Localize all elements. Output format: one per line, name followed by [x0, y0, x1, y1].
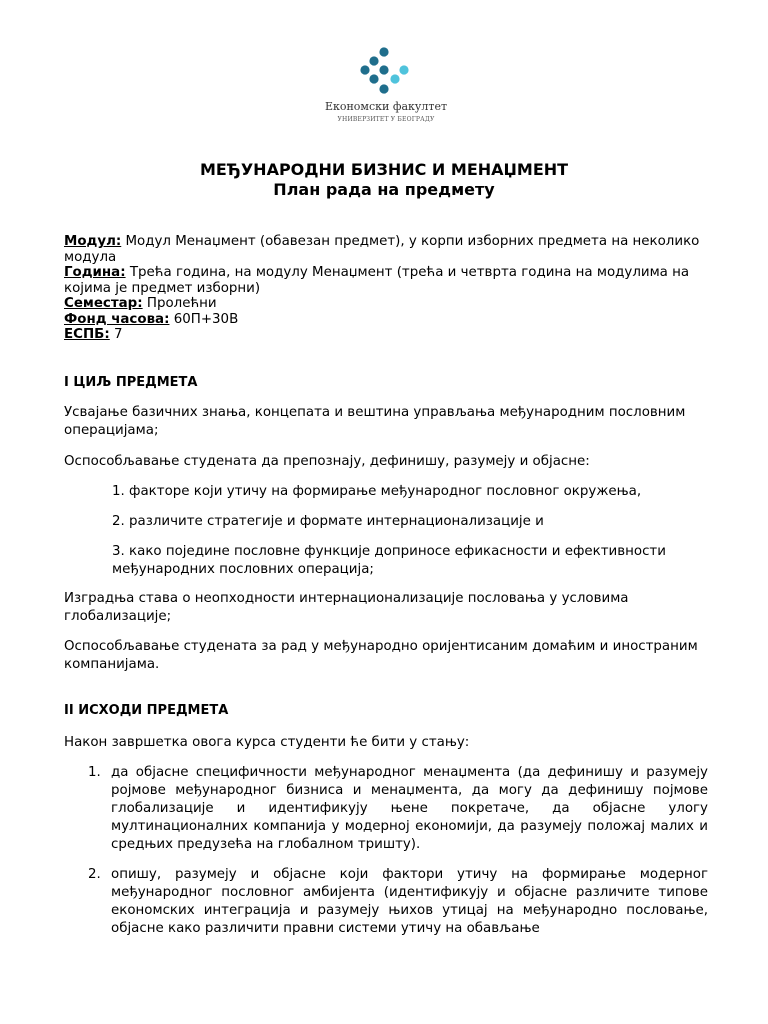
- section-goal-heading: I ЦИЉ ПРЕДМЕТА: [64, 375, 198, 390]
- outcomes-intro: Након завршетка овога курса студенти ће бити у стању:: [64, 735, 470, 750]
- logo-subtitle: УНИВЕРЗИТЕТ У БЕОГРАДУ: [337, 116, 435, 123]
- course-meta: [64, 234, 708, 343]
- goal-item-3: 3. како поједине пословне функције доприносе ефикасности и ефективности међународних пословних операција;: [112, 544, 666, 577]
- goal-item-1: 1. факторе који утичу на формирање међународног пословног окружења,: [112, 484, 642, 499]
- meta-ects: [64, 327, 708, 343]
- goal-paragraph-2: Оспособљавање студената да препознају, дефинишу, разумеју и објасне:: [64, 454, 590, 469]
- semester-label: Семестар:: [64, 296, 143, 311]
- logo-name: Економски факултет: [324, 100, 448, 113]
- ects-value: 7: [109, 327, 123, 342]
- course-subtitle: План рада на предмету: [273, 180, 495, 199]
- outcomes-list: [64, 764, 708, 950]
- goal-paragraph-4: Оспособљавање студената за рад у међународно оријентисаним домаћим и иностраним компанијама.: [64, 639, 698, 672]
- year-value: Трећа година, на модулу Менаџмент (трећа и четврта година на модулима на којима је предмет изборни): [64, 265, 690, 296]
- meta-module: [64, 234, 708, 265]
- ects-label: ЕСПБ:: [64, 327, 110, 342]
- goal-paragraph-3: Изградња става о неопходности интернационализације пословања у условима глобализације;: [64, 591, 629, 624]
- section-outcomes-heading: II ИСХОДИ ПРЕДМЕТА: [64, 703, 229, 718]
- meta-semester: [64, 296, 708, 312]
- list-item-text: опишу, разумеју и објасне који фактори утичу на формирање модерног међународног пословног амбијента (идентификују и објасне различите типове економских интеграција и разумеју њихов утицај на међународно пословање, објасне како различити правни системи утичу на обављање: [111, 867, 708, 936]
- list-item: [64, 764, 708, 854]
- goal-item-2: 2. различите стратегије и формате интернационализације и: [112, 514, 544, 529]
- list-item-number: 2.: [88, 867, 101, 882]
- year-label: Година:: [64, 265, 126, 280]
- list-item-number: 1.: [88, 765, 101, 780]
- logo-dots-icon: [318, 44, 454, 100]
- goal-paragraph-1: Усвајање базичних знања, концепата и вештина управљања међународним пословним операцијама;: [64, 405, 686, 438]
- module-label: Модул:: [64, 234, 122, 249]
- module-value: Модул Менаџмент (обавезан предмет), у корпи изборних предмета на неколико модула: [64, 234, 700, 265]
- meta-hours: [64, 312, 708, 328]
- course-title: МЕЂУНАРОДНИ БИЗНИС И МЕНАЏМЕНТ: [199, 160, 569, 179]
- semester-value: Пролећни: [142, 296, 217, 311]
- faculty-logo: [318, 44, 454, 128]
- list-item-text: да објасне специфичности међународног менаџмента (да дефинишу и разумеју pojмове међународног бизниса и менаџмента, да могу да дефинишу појмове глобализације и идентификују њене покретаче, да објасне улогу мултинационалних компанија у модерној економији, да разумеју положај малих и средњих предузећа на глобалном тришту).: [111, 765, 708, 852]
- hours-value: 60П+30В: [169, 311, 239, 327]
- meta-year: [64, 265, 708, 296]
- hours-label: Фонд часова:: [64, 311, 170, 327]
- list-item: [64, 866, 708, 938]
